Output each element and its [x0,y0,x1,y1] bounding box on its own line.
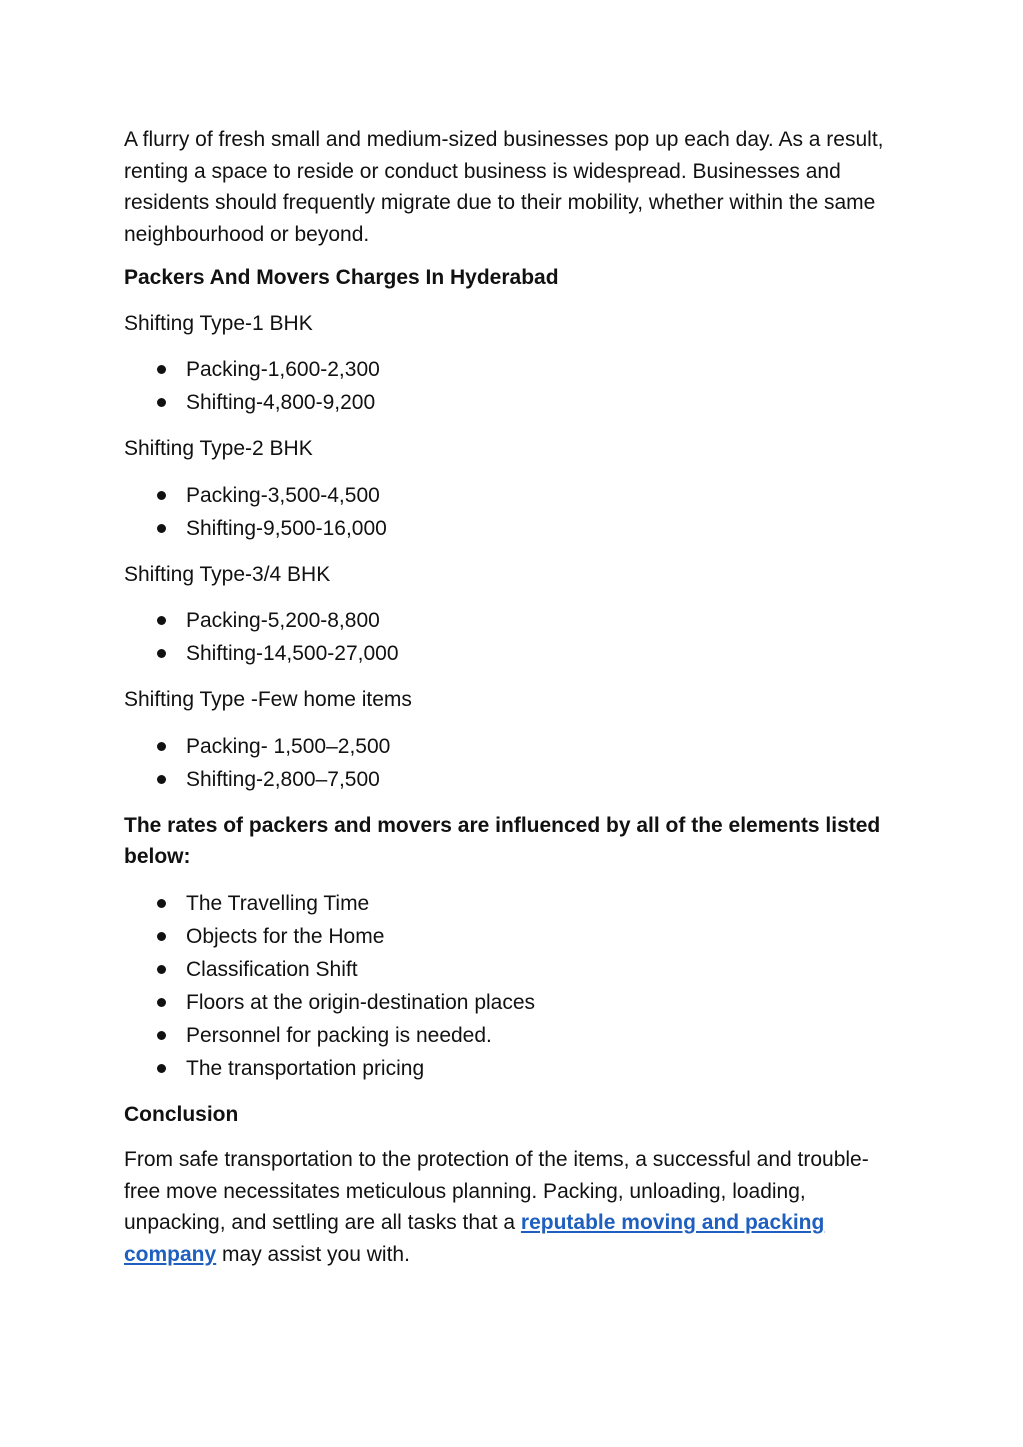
list-item-text: Personnel for packing is needed. [186,1023,492,1047]
bullet-icon [157,899,166,908]
list-item [124,730,904,763]
list-item-text: Packing- 1,500–2,500 [186,734,391,758]
conclusion-text: From safe transportation to the protection of the items, a successful and trouble-free move necessitates meticulous planning. Packing, unloading, loading, unpacking, and settling are all tasks that a [124,1148,869,1234]
list-item-text: The transportation pricing [186,1056,425,1080]
list-item-text: Objects for the Home [186,924,385,948]
shifting-type-label: Shifting Type -Few home items [124,688,412,711]
list-item [124,1019,904,1052]
bullet-icon [157,998,166,1007]
list-item-text: Shifting-9,500-16,000 [186,516,387,540]
list-item [124,512,904,545]
list-item [124,986,904,1019]
bullet-icon [157,742,166,751]
list-item [124,637,904,670]
list-item [124,887,904,920]
price-list [124,353,904,419]
document-page [124,124,904,1270]
list-item-text: Packing-5,200-8,800 [186,609,380,632]
list-item [124,479,904,512]
company-link[interactable]: reputable moving and packing company [124,1211,825,1266]
price-list [124,479,904,545]
price-list [124,730,904,796]
list-item [124,920,904,953]
conclusion-text-end: may assist you with. [216,1242,410,1266]
bullet-icon [157,365,166,374]
conclusion-heading: Conclusion [124,1102,239,1126]
price-list [124,604,904,670]
charges-heading: Packers And Movers Charges In Hyderabad [124,266,559,289]
bullet-icon [157,775,166,784]
list-item [124,386,904,419]
list-item [124,604,904,637]
bullet-icon [157,491,166,500]
factors-heading: The rates of packers and movers are influenced by all of the elements listed below: [124,813,881,868]
list-item-text: The Travelling Time [186,891,370,915]
list-item [124,1052,904,1085]
bullet-icon [157,398,166,407]
bullet-icon [157,1031,166,1040]
list-item [124,953,904,986]
bullet-icon [157,649,166,658]
list-item [124,353,904,386]
list-item-text: Floors at the origin-destination places [186,990,536,1014]
bullet-icon [157,932,166,941]
shifting-type-label: Shifting Type-2 BHK [124,437,313,460]
list-item [124,763,904,796]
bullet-icon [157,1064,166,1073]
list-item-text: Shifting-2,800–7,500 [186,767,380,791]
shifting-type-label: Shifting Type-1 BHK [124,311,313,335]
list-item-text: Packing-1,600-2,300 [186,358,380,381]
intro-paragraph: A flurry of fresh small and medium-sized businesses pop up each day. As a result, renting a space to reside or conduct business is widespread. Businesses and residents should frequently migrate due to their mobility, whether within the same neighbourhood or beyond. [124,128,884,246]
factors-list [124,887,904,1085]
bullet-icon [157,965,166,974]
list-item-text: Shifting-4,800-9,200 [186,391,376,414]
bullet-icon [157,616,166,625]
bullet-icon [157,524,166,533]
list-item-text: Packing-3,500-4,500 [186,483,380,507]
shifting-type-label: Shifting Type-3/4 BHK [124,562,331,586]
conclusion-paragraph [124,1144,904,1270]
list-item-text: Shifting-14,500-27,000 [186,642,399,665]
list-item-text: Classification Shift [186,957,358,981]
